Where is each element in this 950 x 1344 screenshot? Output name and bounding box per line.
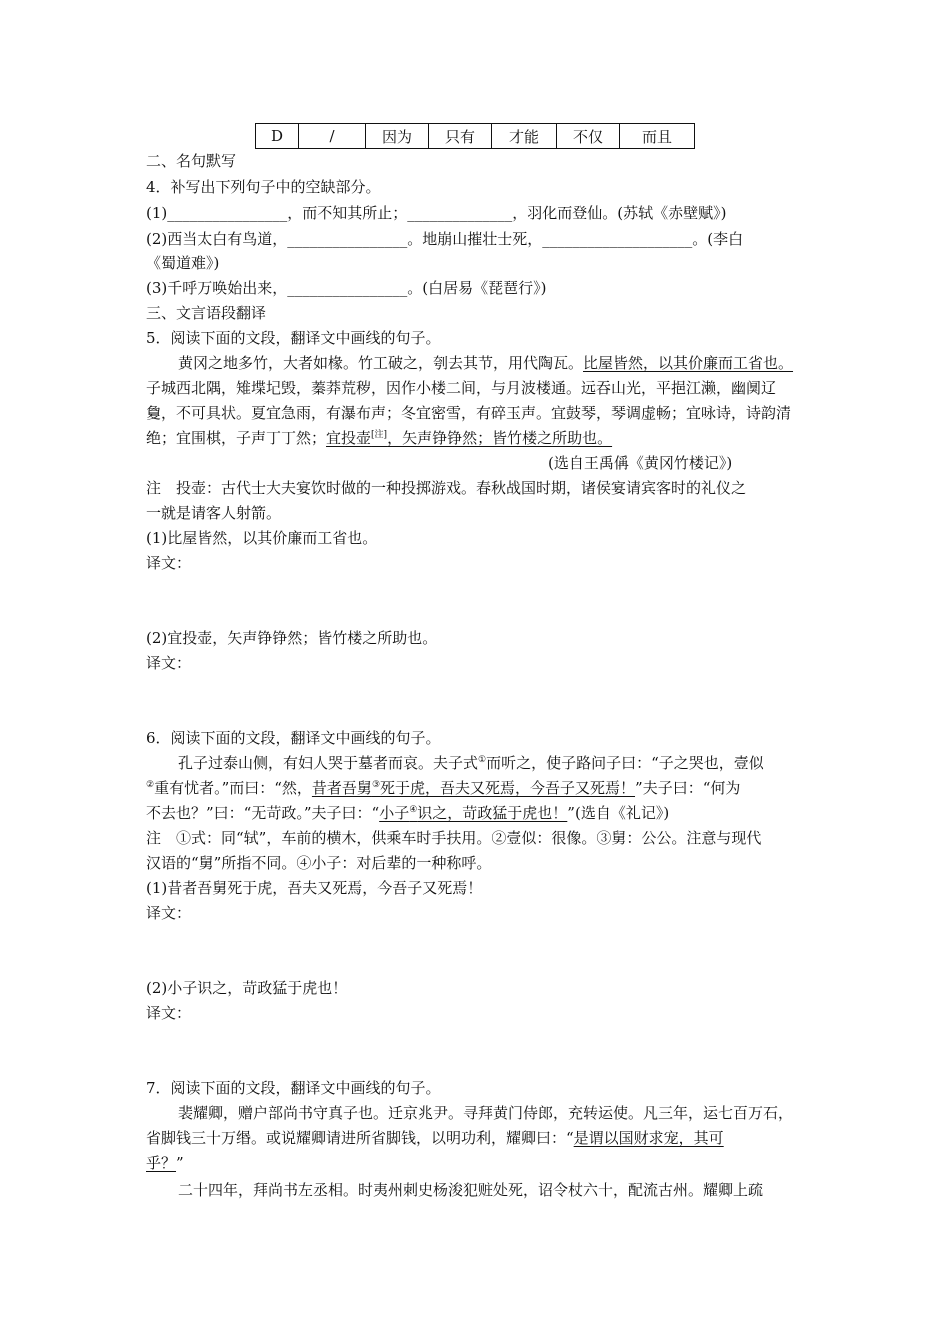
underlined-text: 小子 [379, 804, 410, 822]
table-cell: 才能 [492, 124, 557, 149]
passage-line [146, 428, 612, 448]
underlined-text: 识之，苛政猛于虎也！ [417, 804, 568, 822]
passage-text: 而听之，使子路问子曰：“子之哭也，壹似 [486, 754, 764, 772]
section-heading: 三、文言语段翻译 [146, 304, 267, 322]
question-title: 4．补写出下列句子中的空缺部分。 [146, 178, 381, 196]
table-cell: 而且 [620, 124, 695, 149]
fill-blank-line: (2)西当太白有鸟道，________________。地崩山摧壮士死，____________________。(李白 [146, 230, 744, 248]
underlined-text: 宜投壶 [326, 429, 372, 447]
note-marker: [注] [371, 430, 388, 440]
fill-blank-line: (1)________________，而不知其所止；______________，羽化而登仙。(苏轼《赤壁赋》) [146, 204, 727, 222]
passage-line: 裴耀卿，赠户部尚书守真子也。迁京兆尹。寻拜黄门侍郎，充转运使。凡三年，运七百万石， [178, 1104, 794, 1122]
passage-text: 黄冈之地多竹，大者如椽。竹工破之，刳去其节，用代陶瓦。 [178, 354, 584, 372]
sub-question: (1)昔者吾舅死于虎，吾夫又死焉，今吾子又死焉！ [146, 879, 483, 897]
section-heading: 二、名句默写 [146, 152, 237, 170]
fill-blank-line: (3)千呼万唤始出来，________________。(白居易《琵琶行》) [146, 279, 547, 297]
passage-text: ”(选自《礼记》) [567, 804, 670, 822]
underlined-sentence [312, 779, 635, 797]
passage-line: 敻，不可具状。夏宜急雨，有瀑布声；冬宜密雪，有碎玉声。宜鼓琴，琴调虚畅；宜咏诗，诗韵清 [146, 404, 792, 422]
underlined-sentence [379, 804, 567, 822]
passage-text: 省脚钱三十万缗。或说耀卿请进所省脚钱，以明功利，耀卿曰：“ [146, 1129, 574, 1147]
note-marker: ② [146, 780, 155, 790]
note-line: 注 ①式：同“轼”，车前的横木，供乘车时手扶用。②壹似：很像。③舅：公公。注意与现代 [146, 829, 762, 847]
question-title: 7．阅读下面的文段，翻译文中画线的句子。 [146, 1079, 441, 1097]
underlined-sentence: 比屋皆然，以其价廉而工省也。 [583, 354, 794, 372]
underlined-sentence: 乎？ [146, 1154, 177, 1172]
note-line: 汉语的“舅”所指不同。④小子：对后辈的一种称呼。 [146, 854, 492, 872]
translation-label: 译文： [146, 904, 192, 922]
passage-text: ” [176, 1154, 184, 1172]
passage-line: 子城西北隅，雉堞圮毁，蓁莽荒秽，因作小楼二间，与月波楼通。远吞山光，平挹江濑，幽阒辽 [146, 379, 777, 397]
underlined-sentence: 是谓以国财求宠，其可 [573, 1129, 724, 1147]
table-cell: 因为 [366, 124, 429, 149]
sub-question: (2)小子识之，苛政猛于虎也！ [146, 979, 348, 997]
sub-question: (1)比屋皆然，以其价廉而工省也。 [146, 529, 378, 547]
table-cell: 不仅 [557, 124, 620, 149]
translation-label: 译文： [146, 554, 192, 572]
passage-line [146, 778, 740, 798]
passage-text: 绝；宜围棋，子声丁丁然； [146, 429, 327, 447]
underlined-text: 死于虎，吾夫又死焉，今吾子又死焉！ [380, 779, 636, 797]
source-citation: (选自王禹偁《黄冈竹楼记》) [548, 454, 733, 472]
table-cell: D [256, 124, 299, 149]
question-title: 6．阅读下面的文段，翻译文中画线的句子。 [146, 729, 441, 747]
passage-text: 重有忧者。”而曰：“然， [154, 779, 312, 797]
question-title: 5．阅读下面的文段，翻译文中画线的句子。 [146, 329, 441, 347]
passage-line [178, 753, 764, 773]
note-marker: ③ [371, 780, 381, 790]
passage-line: 二十四年，拜尚书左丞相。时夷州刺史杨浚犯赃处死，诏令杖六十，配流古州。耀卿上疏 [178, 1181, 764, 1199]
table-cell: / [299, 124, 366, 149]
translation-label: 译文： [146, 1004, 192, 1022]
note-line: 一就是请客人射箭。 [146, 504, 282, 522]
underlined-text: ，矢声铮铮然；皆竹楼之所助也。 [387, 429, 613, 447]
passage-text: ”夫子曰：“何为 [635, 779, 741, 797]
passage-line [146, 1153, 184, 1173]
passage-line [146, 1128, 724, 1148]
fill-blank-line: 《蜀道难》) [146, 254, 220, 272]
options-table [255, 123, 695, 149]
passage-text: 不去也？”曰：“无苛政。”夫子曰：“ [146, 804, 380, 822]
passage-line [146, 803, 669, 823]
note-marker: ④ [409, 805, 418, 815]
table-row [256, 124, 695, 149]
underlined-text: 昔者吾舅 [311, 779, 372, 797]
passage-line [178, 353, 793, 373]
note-line: 注 投壶：古代士大夫宴饮时做的一种投掷游戏。春秋战国时期，诸侯宴请宾客时的礼仪之 [146, 479, 747, 497]
table-cell: 只有 [429, 124, 492, 149]
note-marker: ① [478, 755, 487, 765]
passage-text: 孔子过泰山侧，有妇人哭于墓者而哀。夫子式 [178, 754, 479, 772]
translation-label: 译文： [146, 654, 192, 672]
sub-question: (2)宜投壶，矢声铮铮然；皆竹楼之所助也。 [146, 629, 438, 647]
underlined-sentence [326, 429, 612, 447]
